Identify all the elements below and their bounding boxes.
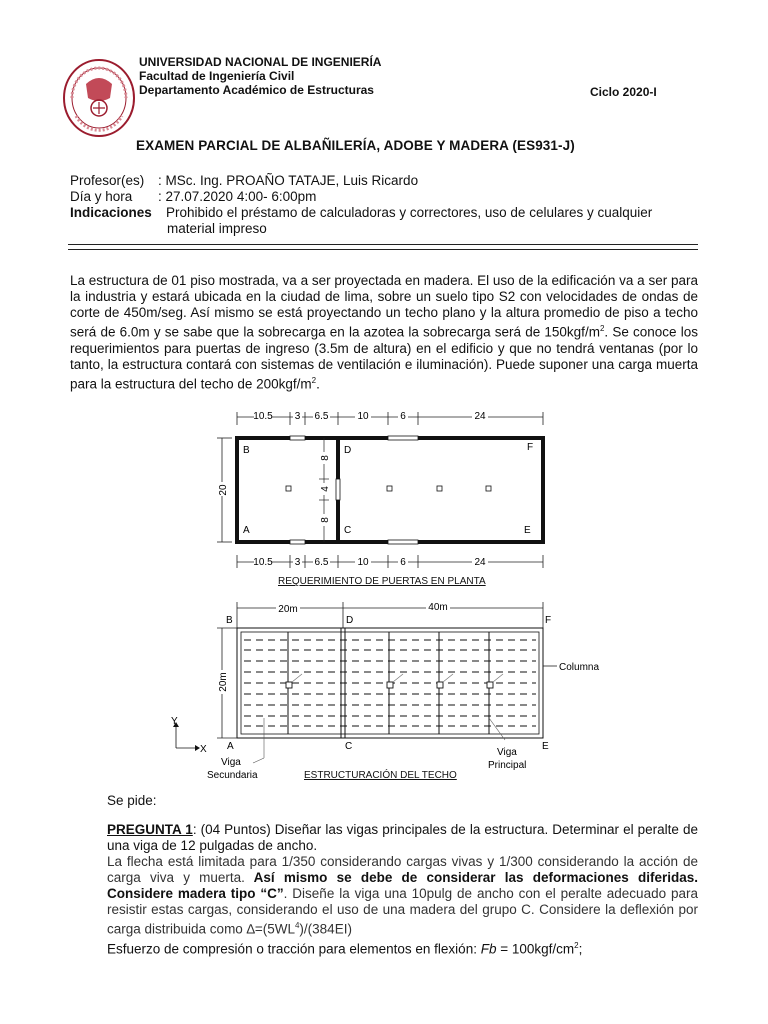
plan-mid-dim: 8 xyxy=(320,455,331,461)
roof-dim-right: 40m xyxy=(428,602,448,613)
question-1-label: PREGUNTA 1 xyxy=(107,822,193,837)
plan-top-dim: 3 xyxy=(294,411,301,422)
stress-prefix: Esfuerzo de compresión o tracción para elementos en flexión: xyxy=(107,941,481,956)
column-label: Columna xyxy=(559,662,600,673)
university-name: UNIVERSIDAD NACIONAL DE INGENIERÍA xyxy=(139,55,382,69)
roof-corner-a: A xyxy=(227,741,234,752)
date-label: Día y hora xyxy=(70,189,133,204)
fb-symbol: Fb xyxy=(480,941,497,956)
question-1-points: : (04 Puntos) Diseñar las vigas principales de la estructura. Determinar el peralte de una viga de 12 pulgadas de ancho. xyxy=(107,822,698,853)
main-beam-label-2: Principal xyxy=(488,760,527,771)
plan-corner-f: F xyxy=(527,442,534,453)
se-pide-label: Se pide: xyxy=(107,793,157,808)
roof-structure-drawing xyxy=(160,598,620,783)
question-1-line-d: )/(384EI) xyxy=(299,921,352,937)
superscript: 2 xyxy=(311,375,317,385)
exam-title xyxy=(136,138,575,153)
university-seal xyxy=(62,58,136,138)
superscript: 2 xyxy=(574,940,579,950)
stress-line xyxy=(107,938,698,958)
date-value: : 27.07.2020 4:00- 6:00pm xyxy=(158,189,317,204)
plan-caption: REQUERIMIENTO DE PUERTAS EN PLANTA xyxy=(278,576,486,587)
department-name: Departamento Académico de Estructuras xyxy=(139,83,374,97)
roof-corner-d: D xyxy=(346,615,354,626)
question-1-line-b: Así mismo se debe de considerar las deformaciones diferidas. Considere madera tipo “C” xyxy=(107,870,698,901)
axis-y-label: Y xyxy=(171,716,178,727)
plan-bottom-dim: 10.5 xyxy=(253,557,273,568)
main-beam-label-1: Viga xyxy=(497,747,517,758)
question-1-body xyxy=(107,854,698,938)
problem-statement xyxy=(70,273,698,392)
exam-title-text: EXAMEN PARCIAL DE ALBAÑILERÍA, ADOBE Y MADERA xyxy=(136,138,509,153)
plan-top-dim: 6.5 xyxy=(314,411,329,422)
professor-value: : MSc. Ing. PROAÑO TATAJE, Luis Ricardo xyxy=(158,173,419,188)
question-1-line-c: . Diseñe la viga una 10pulg de ancho con el peralte adecuado para resistir estas cargas, considerando el uso de una madera del grupo C. Considere la deflexión por carga distribuida como ∆=(5WL xyxy=(107,886,698,937)
plan-corner-b: B xyxy=(243,445,250,456)
exam-code: (ES931-J) xyxy=(512,138,575,153)
plan-corner-e: E xyxy=(524,525,531,536)
notes-line-1: Prohibido el préstamo de calculadoras y correctores, uso de celulares y cualquier xyxy=(166,205,653,220)
notes-label: Indicaciones xyxy=(70,205,152,220)
door-plan-drawing xyxy=(210,405,550,595)
plan-bottom-dim: 6.5 xyxy=(314,557,329,568)
plan-top-dim: 10.5 xyxy=(253,411,273,422)
plan-mid-dim: 4 xyxy=(320,486,331,492)
plan-corner-c: C xyxy=(344,525,352,536)
plan-bottom-dim: 3 xyxy=(294,557,301,568)
plan-corner-a: A xyxy=(243,525,250,536)
plan-corner-d: D xyxy=(344,445,352,456)
roof-height-dim: 20m xyxy=(218,672,229,692)
plan-left-dim: 20 xyxy=(218,484,229,496)
notes-line-2: material impreso xyxy=(167,221,267,236)
professor-label: Profesor(es) xyxy=(70,173,145,188)
problem-text-3: . xyxy=(316,376,320,391)
superscript: 4 xyxy=(294,921,300,930)
roof-corner-b: B xyxy=(226,615,233,626)
roof-caption: ESTRUCTURACIÓN DEL TECHO xyxy=(304,770,457,781)
roof-corner-c: C xyxy=(345,741,353,752)
roof-corner-e: E xyxy=(542,741,549,752)
plan-top-dim: 24 xyxy=(474,411,486,422)
plan-top-dim: 10 xyxy=(357,411,369,422)
faculty-name: Facultad de Ingeniería Civil xyxy=(139,69,295,83)
plan-bottom-dim: 10 xyxy=(357,557,369,568)
roof-corner-f: F xyxy=(545,615,552,626)
roof-dim-left: 20m xyxy=(278,604,298,615)
divider xyxy=(68,244,698,250)
plan-bottom-dim: 6 xyxy=(400,557,406,568)
plan-top-dim: 6 xyxy=(400,411,406,422)
info-block xyxy=(70,173,710,237)
plan-mid-dim: 8 xyxy=(320,517,331,523)
stress-end: ; xyxy=(578,941,583,956)
axis-x-label: X xyxy=(200,744,207,755)
plan-bottom-dim: 24 xyxy=(474,557,486,568)
stress-value: = 100kgf/cm xyxy=(496,941,575,956)
superscript: 2 xyxy=(599,324,605,333)
problem-text-1: La estructura de 01 piso mostrada, va a ser proyectada en madera. El uso de la edificación va a ser para la industria y estará ubicada en la ciudad de lima, sobre un suelo tipo S2 con velocidades de ondas de corte de 450m/seg. Así mismo se está proyectando un techo plano y la altura promedio de piso a techo será de 6.0m y se sabe que la sobrecarga en la azotea la sobrecarga será de 150kgf/m xyxy=(70,273,698,340)
cycle-label: Ciclo 2020-I xyxy=(590,85,657,99)
question-1 xyxy=(107,822,698,957)
secondary-beam-label-1: Viga xyxy=(221,757,241,768)
question-1-line-a: La flecha está limitada para 1/350 considerando cargas vivas y 1/300 considerando la acción de carga viva y muerta. xyxy=(107,854,698,885)
problem-text-2: . Se conoce los requerimientos para puertas de ingreso (3.5m de altura) en el edificio y que no tendrá ventanas (por lo tanto, la estructura contará con sistemas de ventilación e iluminación). Puede suponer una carga muerta para la estructura del techo de 200kgf/m xyxy=(70,324,698,391)
secondary-beam-label-2: Secundaria xyxy=(207,770,258,781)
